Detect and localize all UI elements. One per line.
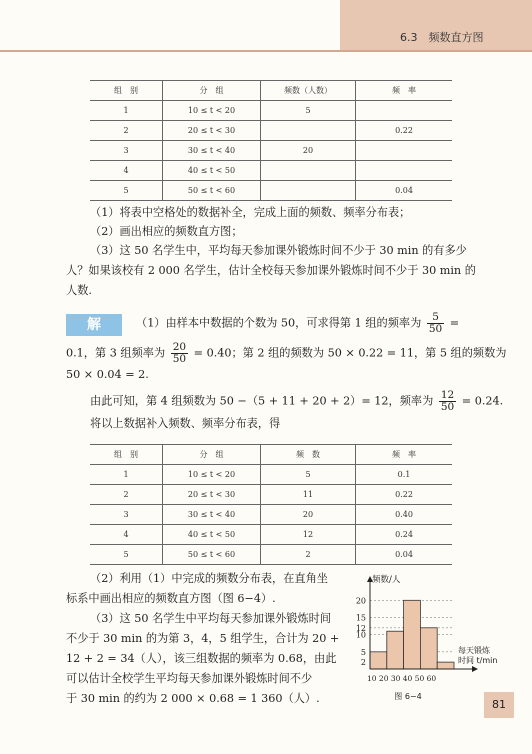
table-cell: 11 [261, 485, 356, 505]
table-cell: 12 [261, 525, 356, 545]
table-cell: 40 ≤ t < 50 [163, 525, 261, 545]
part3-line4: 可以估计全校学生平均每天参加课外锻炼时间不少 [66, 672, 313, 685]
table-cell: 3 [90, 505, 163, 525]
part3-line2: 不少于 30 min 的为第 3，4，5 组学生，合计为 20 + [66, 632, 340, 645]
table-cell: 0.04 [356, 181, 453, 201]
y-tick-label: 15 [355, 613, 366, 623]
section-title: 6.3 频数直方图 [400, 31, 484, 44]
question-3-line1: （3）这 50 名学生中，平均每天参加课外锻炼时间不少于 30 min 的有多少 [90, 244, 467, 257]
col-header: 频 率 [356, 445, 453, 465]
table-cell: 2 [90, 485, 163, 505]
x-axis-label: 每天锻炼 [458, 646, 490, 655]
text: 由此可知，第 4 组频数为 50 −（5 + 11 + 20 + 2）= 12，频率为 [90, 394, 434, 408]
table-cell: 30 ≤ t < 40 [163, 505, 261, 525]
question-1: （1）将表中空格处的数据补全，完成上面的频数、频率分布表； [90, 206, 411, 219]
part2-line2: 标系中画出相应的频数直方图（图 6−4）. [66, 592, 276, 605]
table-cell: 20 [261, 505, 356, 525]
denominator: 50 [440, 401, 455, 413]
text: = 0.24. [461, 394, 504, 408]
table-cell: 1 [90, 465, 163, 485]
table-cell: 5 [90, 181, 163, 201]
solution-label: 解 [66, 314, 122, 336]
y-tick-label: 20 [355, 596, 366, 606]
numerator: 20 [172, 341, 187, 353]
table-cell: 10 ≤ t < 20 [163, 465, 261, 485]
table-cell: 40 ≤ t < 50 [163, 161, 261, 181]
table-cell: 50 ≤ t < 60 [163, 545, 261, 565]
numerator: 5 [427, 312, 444, 324]
y-tick-label: 2 [360, 658, 366, 668]
col-header: 频 数 [261, 445, 356, 465]
table-cell: 1 [90, 101, 163, 121]
x-axis-label: 时间 t/min [458, 656, 498, 665]
table-cell: 2 [261, 545, 356, 565]
part3-line5: 于 30 min 的约为 2 000 × 0.68 = 1 360（人）. [66, 692, 320, 705]
table-cell: 0.04 [356, 545, 453, 565]
table-cell: 20 ≤ t < 30 [163, 485, 261, 505]
part3-line1: （3）这 50 名学生中平均每天参加课外锻炼时间 [90, 612, 332, 625]
table-cell: 0.1 [356, 465, 453, 485]
col-header: 频 率 [356, 81, 453, 101]
col-header: 分 组 [163, 445, 261, 465]
table-cell: 20 [261, 141, 356, 161]
text: = 0.40；第 2 组的频数为 50 × 0.22 = 11，第 5 组的频数为 [193, 346, 507, 360]
table-cell: 10 ≤ t < 20 [163, 101, 261, 121]
numerator: 12 [440, 389, 455, 401]
part2-line1: （2）利用（1）中完成的频数分布表，在直角坐 [90, 572, 328, 585]
table-cell: 20 ≤ t < 30 [163, 121, 261, 141]
table-cell: 4 [90, 525, 163, 545]
text: 0.1，第 3 组频率为 [66, 346, 166, 360]
table-cell: 3 [90, 141, 163, 161]
y-tick-label: 10 [355, 630, 366, 640]
question-3-line3: 人数. [66, 284, 92, 297]
x-axis-arrow [472, 666, 478, 672]
table-cell: 5 [261, 465, 356, 485]
histogram-bar [387, 631, 404, 669]
table-cell: 0.22 [356, 485, 453, 505]
denominator: 50 [172, 353, 187, 365]
table-cell: 50 ≤ t < 60 [163, 181, 261, 201]
y-axis-label: 频数/人 [372, 575, 401, 585]
table-cell: 30 ≤ t < 40 [163, 141, 261, 161]
question-2: （2）画出相应的频数直方图； [90, 225, 243, 238]
x-tick-labels: 10 20 30 40 50 60 [367, 674, 437, 683]
denominator: 50 [428, 323, 443, 335]
question-3-line2: 人？如果该校有 2 000 名学生，估计全校每天参加课外锻炼时间不少于 30 min 的 [66, 264, 476, 277]
part3-line3: 12 + 2 = 34（人），该三组数据的频率为 0.68，由此 [66, 652, 337, 665]
histogram-bar [370, 652, 387, 669]
y-tick-label: 5 [360, 647, 366, 657]
solution-line3: 50 × 0.04 = 2. [66, 368, 149, 381]
histogram-bar [437, 662, 454, 669]
col-header: 分 组 [163, 81, 261, 101]
y-tick-label: 12 [355, 623, 366, 633]
table-cell: 5 [261, 101, 356, 121]
solution-line5: 将以上数据补入频数、频率分布表，得 [90, 417, 281, 430]
col-header: 组 别 [90, 81, 163, 101]
table-cell: 0.40 [356, 505, 453, 525]
text: （1）由样本中数据的个数为 50，可求得第 1 组的频率为 [136, 316, 422, 330]
histogram-bar [404, 600, 421, 669]
figure-caption: 图 6−4 [394, 692, 422, 701]
text: = [449, 316, 460, 330]
table-cell: 5 [90, 545, 163, 565]
table-cell: 4 [90, 161, 163, 181]
table-cell: 2 [90, 121, 163, 141]
col-header: 组 别 [90, 445, 163, 465]
page-number: 81 [484, 692, 514, 718]
histogram-bar [420, 628, 437, 669]
table-cell: 0.24 [356, 525, 453, 545]
table-cell: 0.22 [356, 121, 453, 141]
col-header: 频数（人数） [261, 81, 356, 101]
